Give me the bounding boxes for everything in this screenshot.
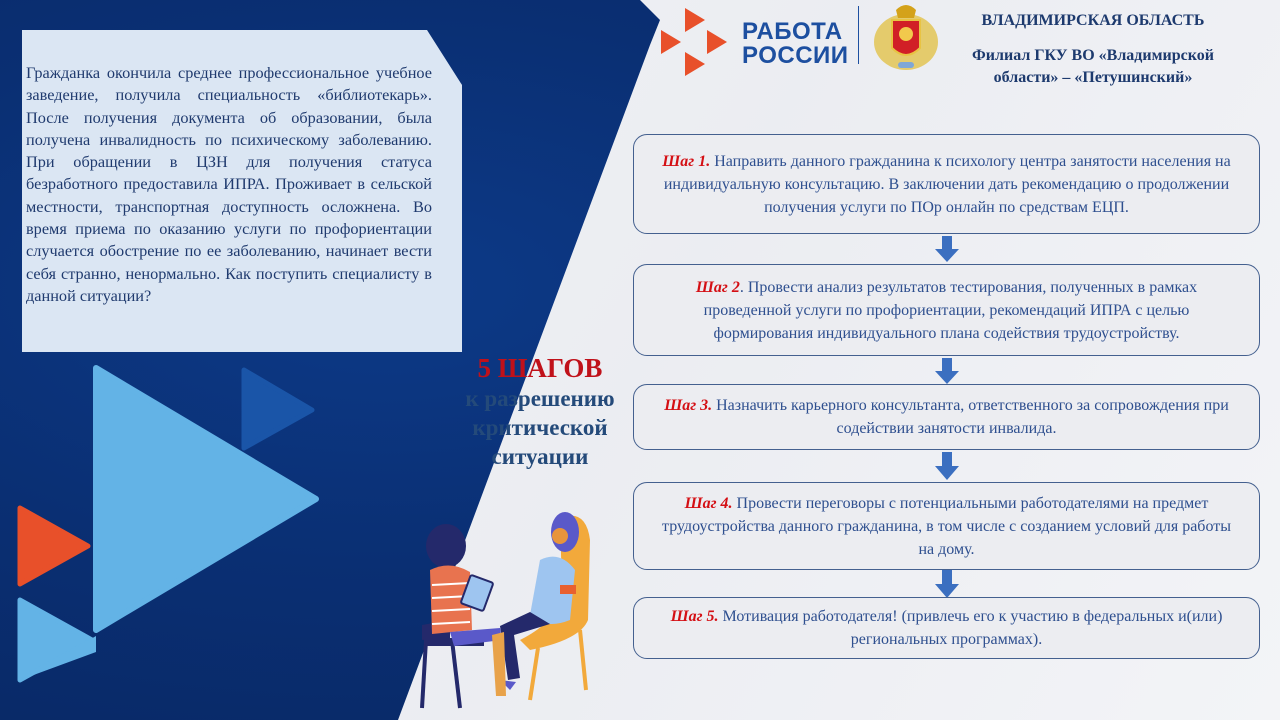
down-arrow-icon: [935, 570, 959, 598]
step-4-text: Провести переговоры с потенциальными работодателями на предмет трудоустройства данного гражданина, в том числе с созданием условий для работы на дому.: [662, 494, 1231, 558]
step-3-label: Шаг 3.: [664, 397, 713, 414]
down-arrow-icon: [935, 452, 959, 480]
region-title: ВЛАДИМИРСКАЯ ОБЛАСТЬ: [981, 12, 1205, 29]
step-2-text: . Провести анализ результатов тестирования, полученных в рамках проведенной услуги по профориентации, рекомендаций ИПРА с целью формирования индивидуального плана содействия трудоустройству.: [703, 278, 1198, 342]
branch-name: [948, 45, 1238, 89]
step-2-label: Шаг 2: [695, 278, 740, 296]
step-5-label: Шаг 5.: [670, 608, 719, 625]
psychologist-session-illustration: [410, 500, 610, 710]
brand-line-1: РАБОТА: [742, 18, 843, 45]
step-5-text: Мотивация работодателя! (привлечь его к участию в федеральных и(или) региональных программах).: [718, 608, 1223, 648]
rabota-rossii-triangles-icon: [655, 4, 735, 80]
step-4-label: Шаг 4.: [684, 494, 733, 512]
branch-line-2: области» – «Петушинский»: [993, 69, 1193, 86]
steps-title-line-3: ситуации: [491, 444, 589, 469]
step-1-label: Шаг 1.: [662, 152, 711, 170]
steps-title-line-2: критической: [472, 415, 608, 440]
branch-line-1: Филиал ГКУ ВО «Владимирской: [972, 47, 1214, 64]
brand-line-2: РОССИИ: [742, 42, 849, 69]
steps-title-count: 5 ШАГОВ: [477, 353, 603, 383]
down-arrow-icon: [935, 358, 959, 384]
step-3-box: [633, 384, 1260, 450]
case-description-text: Гражданка окончила среднее профессиональное учебное заведение, получила специальность «библиотекарь». После получения документа об образовании, была получена инвалидность по психическому заболеванию. При обращении в ЦЗН для получения статуса безработного предоставила ИПРА. Проживает в сельской местности, транспортная доступность осложнена. Во время приема по оказанию услуги по профориентации случается обострение по ее заболеванию, начинает вести себя странно, ненормально. Как поступить специалисту в данной ситуации?: [26, 63, 432, 305]
step-2-box: [633, 264, 1260, 356]
down-arrow-icon: [935, 236, 959, 262]
step-5-box: [633, 597, 1260, 659]
steps-title: [440, 352, 640, 471]
steps-title-line-1: к разрешению: [465, 386, 615, 411]
step-1-box: [633, 134, 1260, 234]
step-1-text: Направить данного гражданина к психологу центра занятости населения на индивидуальную консультацию. В заключении дать рекомендацию о продолжении получения услуги по ПОр онлайн по средствам ЕЦП.: [663, 152, 1231, 216]
step-3-text: Назначить карьерного консультанта, ответственного за сопровождения при содействии занятости инвалида.: [712, 397, 1229, 437]
vladimir-coat-of-arms-icon: [870, 2, 942, 74]
decorative-triangles-icon: [0, 360, 330, 690]
step-4-box: [633, 482, 1260, 570]
logo-divider: [858, 6, 859, 64]
